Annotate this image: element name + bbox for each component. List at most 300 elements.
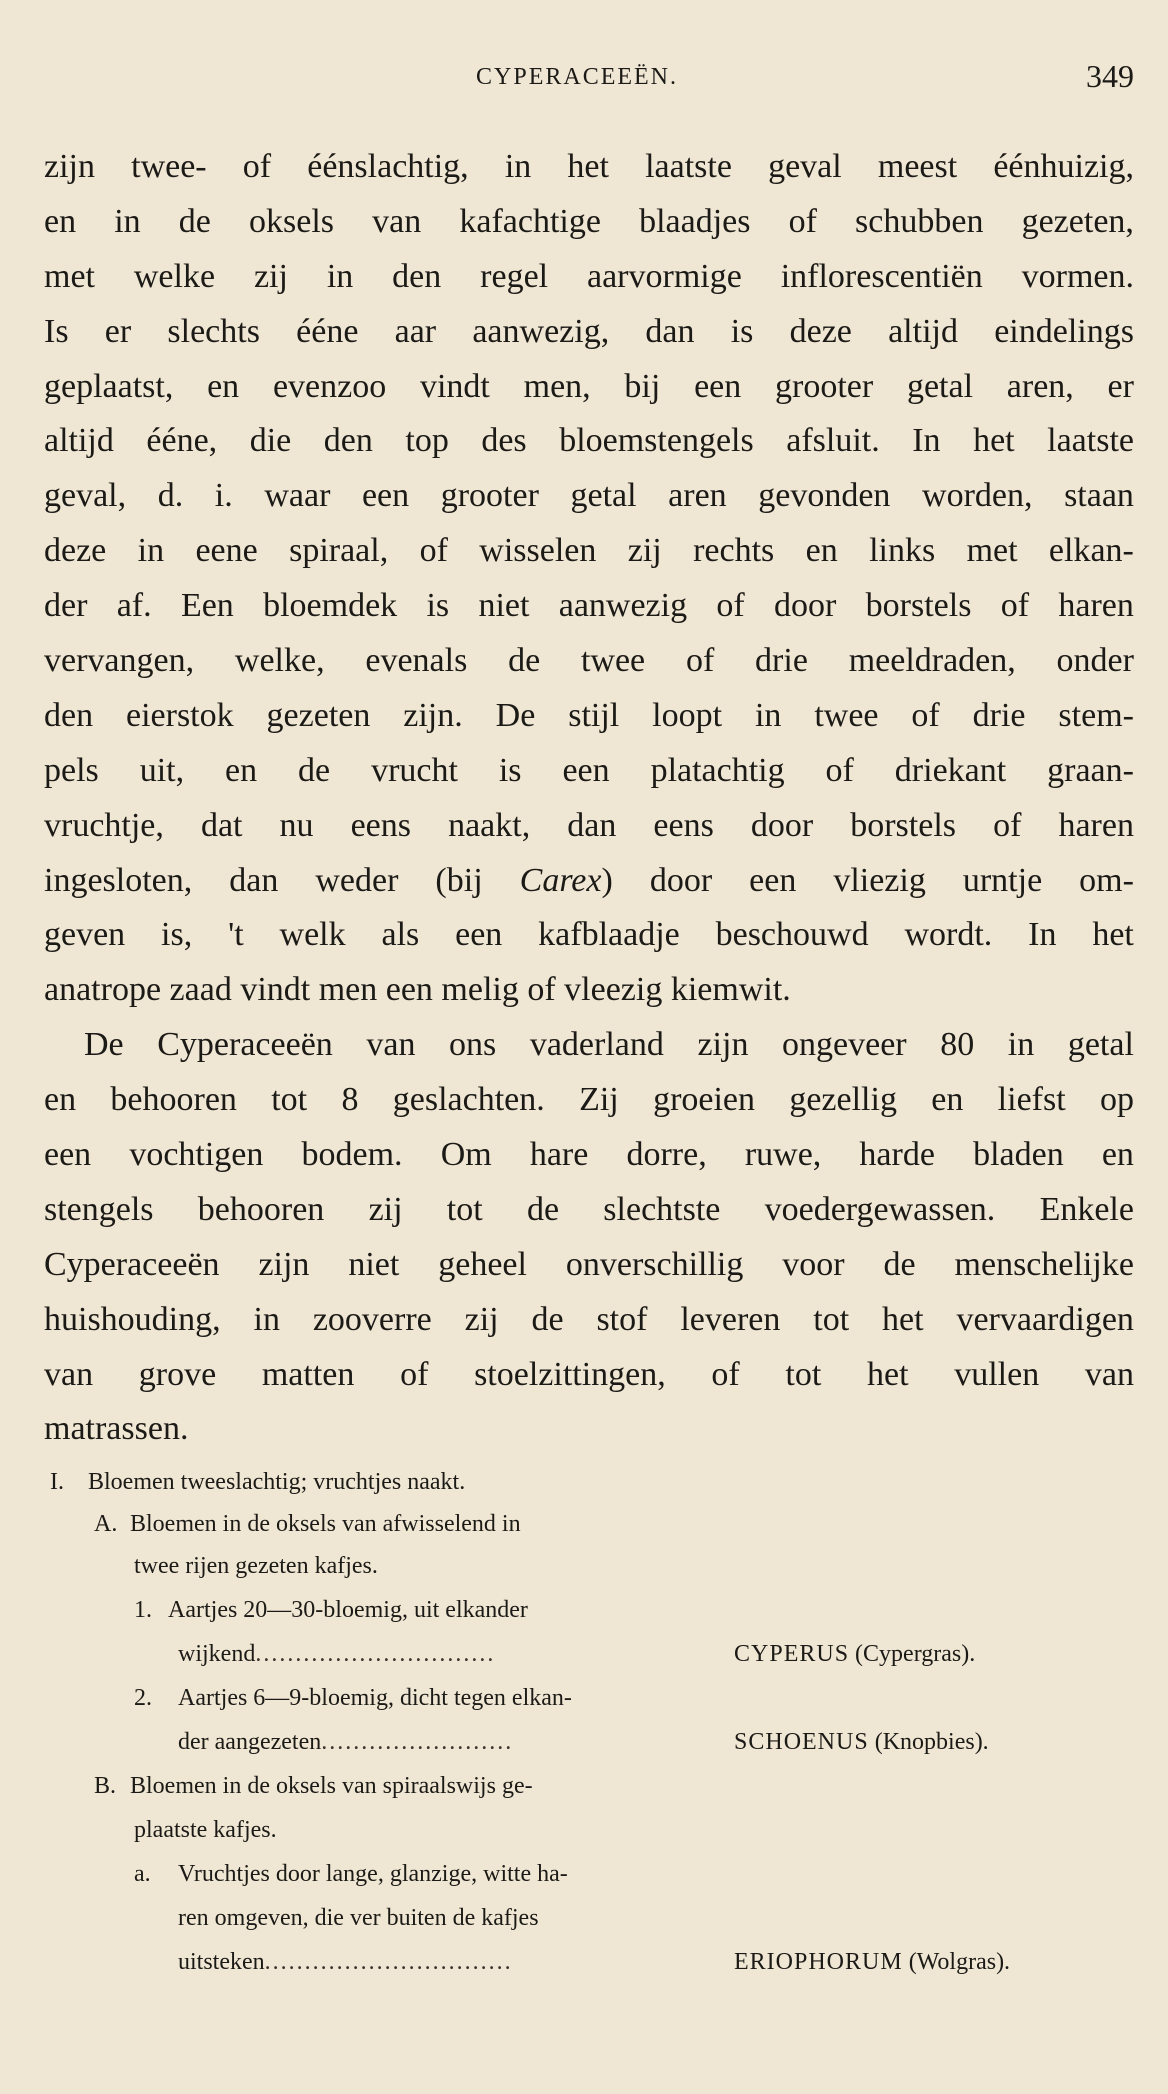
word: het <box>882 1300 924 1338</box>
word: vliezig <box>833 861 926 899</box>
word: zijn <box>44 148 95 185</box>
word: tot <box>446 1190 483 1228</box>
text-line <box>44 963 1134 1018</box>
word: uit, <box>139 751 185 789</box>
word: meeldraden, <box>848 642 1016 680</box>
word: aren, <box>1006 367 1074 405</box>
word: drie <box>972 696 1026 734</box>
text-line <box>44 799 1134 854</box>
word: laatste <box>1047 422 1134 460</box>
word: platachtig <box>650 751 785 789</box>
key-text: Bloemen in de oksels van spiraalswijs ge- <box>130 1773 533 1799</box>
word: De <box>84 1026 124 1064</box>
word: driekant <box>894 751 1007 789</box>
word: geplaatst, <box>44 367 174 405</box>
word: niet <box>348 1245 400 1283</box>
body-text <box>44 140 1134 1457</box>
text-line <box>44 1018 1134 1073</box>
text-line <box>44 854 1134 909</box>
word: bodem. <box>301 1136 403 1174</box>
word: een <box>749 861 797 899</box>
word: In <box>1028 916 1057 954</box>
word: aanwezig <box>558 587 688 625</box>
word: dorre, <box>626 1136 707 1174</box>
word: in <box>1007 1026 1035 1064</box>
word: gezellig <box>789 1081 897 1119</box>
text-line <box>44 140 1134 195</box>
word: vervaardigen <box>956 1300 1134 1338</box>
word: een <box>562 751 610 789</box>
word: gevonden <box>758 477 891 515</box>
text-line <box>44 1238 1134 1293</box>
key-number: A. <box>94 1511 118 1537</box>
word: ongeveer <box>782 1026 907 1064</box>
key-text: plaatste kafjes. <box>134 1817 277 1843</box>
word: van <box>372 202 422 240</box>
word: zij <box>627 532 662 570</box>
key-text: Aartjes 20—30-bloemig, uit elkander <box>168 1597 528 1623</box>
word: is <box>426 587 450 625</box>
word: groeien <box>653 1081 756 1119</box>
word: zijn. <box>403 696 463 734</box>
word: Een <box>180 587 234 625</box>
genus-entry <box>734 1942 1010 1982</box>
word: om- <box>1079 861 1134 899</box>
word: gezeten, <box>1021 202 1134 240</box>
word: inflorescentiën <box>780 257 983 295</box>
word: die <box>249 422 292 460</box>
word: onder <box>1056 642 1134 680</box>
word: is <box>730 312 754 350</box>
word: Zij <box>579 1081 619 1119</box>
text-line <box>44 250 1134 305</box>
word: tot <box>785 1355 822 1393</box>
word: of <box>419 532 448 570</box>
page-number: 349 <box>1086 58 1134 94</box>
text-line <box>44 634 1134 689</box>
word: stijl <box>568 696 620 734</box>
word: op <box>1099 1081 1134 1119</box>
word: i. <box>214 477 233 515</box>
word: hare <box>529 1136 589 1174</box>
word: slechtste <box>603 1190 721 1228</box>
word: en <box>225 751 258 789</box>
word: ingesloten, <box>44 861 193 899</box>
word: of <box>911 696 940 734</box>
word: een <box>455 916 503 954</box>
word: geval, <box>44 477 127 515</box>
word: ééne, <box>146 422 218 460</box>
word: dat <box>200 806 243 844</box>
word: de <box>531 1300 564 1338</box>
word: d. <box>157 477 184 515</box>
word: schubben <box>855 202 984 240</box>
key-number: B. <box>94 1773 117 1799</box>
key-line <box>134 1854 568 1894</box>
word: eens <box>653 806 714 844</box>
word: slechts <box>167 312 260 350</box>
key-line <box>94 1766 533 1806</box>
word: met <box>44 257 95 295</box>
word: des <box>481 422 527 460</box>
word: elkan- <box>1048 532 1134 570</box>
word: onverschillig <box>565 1245 744 1283</box>
word: aar <box>394 312 437 350</box>
word: het <box>1092 916 1134 954</box>
word: geheel <box>438 1245 527 1283</box>
word: oksels <box>249 202 335 240</box>
word: blaadjes <box>639 202 751 240</box>
word: bloemdek <box>263 587 398 625</box>
text-line <box>44 744 1134 799</box>
text-line <box>44 305 1134 360</box>
text-line <box>44 1402 1134 1457</box>
word: is, <box>161 916 193 954</box>
word: of <box>400 1355 429 1393</box>
word: of <box>711 1355 740 1393</box>
word: zijn <box>258 1245 310 1283</box>
word: evenzoo <box>272 367 387 405</box>
word: kafblaadje <box>538 916 680 954</box>
text-line <box>44 360 1134 415</box>
word: vullen <box>954 1355 1040 1393</box>
word: tot <box>813 1300 850 1338</box>
text-line <box>44 469 1134 524</box>
key-line <box>94 1504 521 1544</box>
word: aarvormige <box>587 257 742 295</box>
word: vindt <box>419 367 490 405</box>
word: als <box>381 916 420 954</box>
word: bloemstengels <box>559 422 754 460</box>
word: éénslachtig, <box>307 148 469 185</box>
word: vrucht <box>371 751 458 789</box>
word: dan <box>645 312 695 350</box>
word: 80 <box>940 1026 975 1064</box>
running-head <box>0 58 1168 98</box>
word: links <box>869 532 936 570</box>
word: bij <box>624 367 661 405</box>
word: voor <box>782 1245 845 1283</box>
word: stoelzittingen, <box>474 1355 666 1393</box>
word: of <box>788 202 817 240</box>
word: vruchtje, <box>44 806 164 844</box>
text-line <box>44 689 1134 744</box>
word: en <box>44 1081 77 1119</box>
word: en <box>1101 1136 1134 1174</box>
word: zij <box>368 1190 403 1228</box>
word: der <box>44 587 88 625</box>
word: voedergewassen. <box>764 1190 996 1228</box>
word: waar <box>264 477 331 515</box>
word: dan <box>567 806 617 844</box>
word: deze <box>44 532 107 570</box>
common-name: (Cypergras). <box>855 1641 976 1667</box>
word: geven <box>44 916 126 954</box>
word: met <box>966 532 1018 570</box>
word: menschelijke <box>954 1245 1134 1283</box>
word: grooter <box>440 477 539 515</box>
word: welke, <box>234 642 325 680</box>
word: een <box>44 1136 92 1174</box>
word: 8 <box>341 1081 359 1119</box>
word: welk <box>279 916 346 954</box>
word: wordt. <box>904 916 993 954</box>
word: éénhuizig, <box>993 148 1134 185</box>
word: getal <box>906 367 974 405</box>
word: af. <box>116 587 152 625</box>
word: en <box>805 532 838 570</box>
word: of <box>685 642 715 680</box>
word: van <box>44 1355 94 1393</box>
word: door <box>649 861 713 899</box>
word: zij <box>253 257 288 295</box>
word: In <box>912 422 941 460</box>
leader-dots: ........................ <box>321 1729 514 1755</box>
word: ruwe, <box>744 1136 822 1174</box>
word: en <box>931 1081 964 1119</box>
word: behooren <box>110 1081 237 1119</box>
word: of <box>242 148 272 185</box>
key-line <box>178 1942 513 1982</box>
word: de <box>508 642 541 680</box>
key-text: twee rijen gezeten kafjes. <box>134 1553 378 1579</box>
word: Enkele <box>1039 1190 1134 1228</box>
word: naakt, <box>448 806 531 844</box>
genus-name: CYPERUS <box>734 1641 850 1667</box>
word: in <box>326 257 354 295</box>
word: stem- <box>1058 696 1134 734</box>
word: door <box>774 587 837 625</box>
text-line <box>44 579 1134 634</box>
word: stof <box>596 1300 648 1338</box>
word: regel <box>480 257 549 295</box>
word: grooter <box>775 367 874 405</box>
word: haren <box>1058 806 1134 844</box>
key-number: 1. <box>134 1597 152 1623</box>
word: vervangen, <box>44 642 195 680</box>
word: loopt <box>652 696 723 734</box>
word: het <box>867 1355 909 1393</box>
word: den <box>323 422 373 460</box>
word: ééne <box>296 312 359 350</box>
line-text: matrassen. <box>44 1410 189 1448</box>
word: er <box>104 312 132 350</box>
word: grove <box>138 1355 217 1393</box>
word: de <box>298 751 331 789</box>
word: geval <box>768 148 842 185</box>
word: harde <box>859 1136 935 1174</box>
word: wisselen <box>479 532 597 570</box>
word: eene <box>195 532 258 570</box>
word: er <box>1107 367 1134 405</box>
word: weder <box>315 861 399 899</box>
word: nu <box>279 806 314 844</box>
word: behooren <box>197 1190 325 1228</box>
line-text: anatrope zaad vindt men een melig of vleezig kiemwit. <box>44 971 791 1009</box>
key-line <box>178 1722 513 1762</box>
word: in <box>504 148 532 185</box>
word: worden, <box>922 477 1033 515</box>
word: borstels <box>850 806 957 844</box>
word: Cyperaceeën <box>157 1026 333 1064</box>
word: gezeten <box>266 696 371 734</box>
word: in <box>137 532 165 570</box>
word: staan <box>1064 477 1134 515</box>
key-number: I. <box>50 1469 64 1495</box>
word: een <box>694 367 742 405</box>
word: altijd <box>888 312 958 350</box>
word: de <box>526 1190 560 1228</box>
key-text: Vruchtjes door lange, glanzige, witte ha- <box>178 1861 568 1887</box>
word: huishouding, <box>44 1300 221 1338</box>
word: laatste <box>645 148 732 185</box>
word: graan- <box>1047 751 1134 789</box>
word: urntje <box>962 861 1043 899</box>
word: twee <box>580 642 646 680</box>
word: borstels <box>865 587 972 625</box>
word: altijd <box>44 422 114 460</box>
word: eierstok <box>126 696 234 734</box>
word: aanwezig, <box>472 312 610 350</box>
word: het <box>973 422 1015 460</box>
word: aren <box>668 477 727 515</box>
word: pels <box>44 751 99 789</box>
word: Om <box>440 1136 492 1174</box>
word: in <box>114 202 141 240</box>
word: het <box>567 148 609 185</box>
text-line <box>44 524 1134 579</box>
word: en <box>44 202 77 240</box>
leader-dots: ............................... <box>264 1949 513 1975</box>
word: 't <box>228 916 244 954</box>
word: of <box>825 751 854 789</box>
genus-entry <box>734 1722 989 1762</box>
text-line <box>44 1128 1134 1183</box>
word: den <box>392 257 442 295</box>
word: (bij <box>435 861 483 899</box>
text-line <box>44 195 1134 250</box>
word: zij <box>464 1300 499 1338</box>
word: niet <box>478 587 530 625</box>
word: van <box>1084 1355 1134 1393</box>
leader-dots: .............................. <box>255 1641 496 1667</box>
text-line <box>44 1183 1134 1238</box>
word: ons <box>449 1026 497 1064</box>
key-text: ren omgeven, die ver buiten de kafjes <box>178 1905 539 1931</box>
word: vormen. <box>1021 257 1134 295</box>
word: Is <box>44 312 69 350</box>
word: welke <box>133 257 216 295</box>
word: stengels <box>44 1190 154 1228</box>
word: top <box>405 422 449 460</box>
word: is <box>498 751 522 789</box>
text-line <box>44 908 1134 963</box>
word: Carex) <box>519 861 613 899</box>
key-line <box>134 1590 528 1630</box>
genus-entry <box>734 1634 975 1674</box>
word: vaderland <box>529 1026 664 1064</box>
word: meest <box>877 148 958 185</box>
word: de <box>883 1245 916 1283</box>
word: zijn <box>697 1026 749 1064</box>
key-text: Bloemen tweeslachtig; vruchtjes naakt. <box>88 1469 466 1495</box>
word: De <box>495 696 536 734</box>
word: of <box>716 587 745 625</box>
word: zooverre <box>312 1300 432 1338</box>
key-line <box>178 1634 495 1674</box>
word: afsluit. <box>786 422 880 460</box>
word: deze <box>789 312 852 350</box>
word: spiraal, <box>289 532 389 570</box>
word: getal <box>1067 1026 1134 1064</box>
word: in <box>253 1300 280 1338</box>
key-line <box>134 1810 277 1850</box>
genus-name: SCHOENUS <box>734 1729 869 1755</box>
word: liefst <box>997 1081 1066 1119</box>
word: getal <box>570 477 637 515</box>
key-number: 2. <box>134 1685 152 1711</box>
word: men, <box>523 367 591 405</box>
text-line <box>44 1348 1134 1403</box>
common-name: (Wolgras). <box>908 1949 1011 1975</box>
word: of <box>1000 587 1030 625</box>
text-line <box>44 414 1134 469</box>
word: Cyperaceeën <box>44 1245 220 1283</box>
word: een <box>361 477 410 515</box>
word: door <box>750 806 814 844</box>
text-line <box>44 1293 1134 1348</box>
key-text: uitsteken <box>178 1949 265 1975</box>
word: den <box>44 696 94 734</box>
key-line <box>50 1462 465 1502</box>
word: geslachten. <box>392 1081 545 1119</box>
word: en <box>207 367 240 405</box>
word: eens <box>350 806 412 844</box>
word: rechts <box>693 532 775 570</box>
key-text: der aangezeten <box>178 1729 322 1755</box>
word: drie <box>755 642 808 680</box>
word: eindelings <box>994 312 1134 350</box>
key-line <box>178 1898 539 1938</box>
word: twee- <box>131 148 207 185</box>
key-text: Aartjes 6—9-bloemig, dicht tegen elkan- <box>178 1685 572 1711</box>
word: dan <box>229 861 279 899</box>
running-title: CYPERACEEËN. <box>476 64 679 90</box>
word: tot <box>271 1081 308 1119</box>
word: haren <box>1058 587 1134 625</box>
key-text: Bloemen in de oksels van afwisselend in <box>130 1511 521 1537</box>
word: vochtigen <box>129 1136 264 1174</box>
word: evenals <box>365 642 468 680</box>
key-text: wijkend <box>178 1641 256 1667</box>
key-number: a. <box>134 1861 151 1887</box>
genus-name: ERIOPHORUM <box>734 1949 903 1975</box>
word: van <box>366 1026 416 1064</box>
word: kafachtige <box>459 202 601 240</box>
word: bladen <box>973 1136 1064 1174</box>
common-name: (Knopbies). <box>874 1729 989 1755</box>
word: twee <box>814 696 879 734</box>
word: de <box>178 202 211 240</box>
word: of <box>993 806 1022 844</box>
text-line <box>44 1073 1134 1128</box>
word: in <box>754 696 782 734</box>
word: leveren <box>680 1300 781 1338</box>
word: beschouwd <box>715 916 869 954</box>
key-line <box>134 1678 572 1718</box>
key-line <box>134 1546 378 1586</box>
word: matten <box>261 1355 355 1393</box>
